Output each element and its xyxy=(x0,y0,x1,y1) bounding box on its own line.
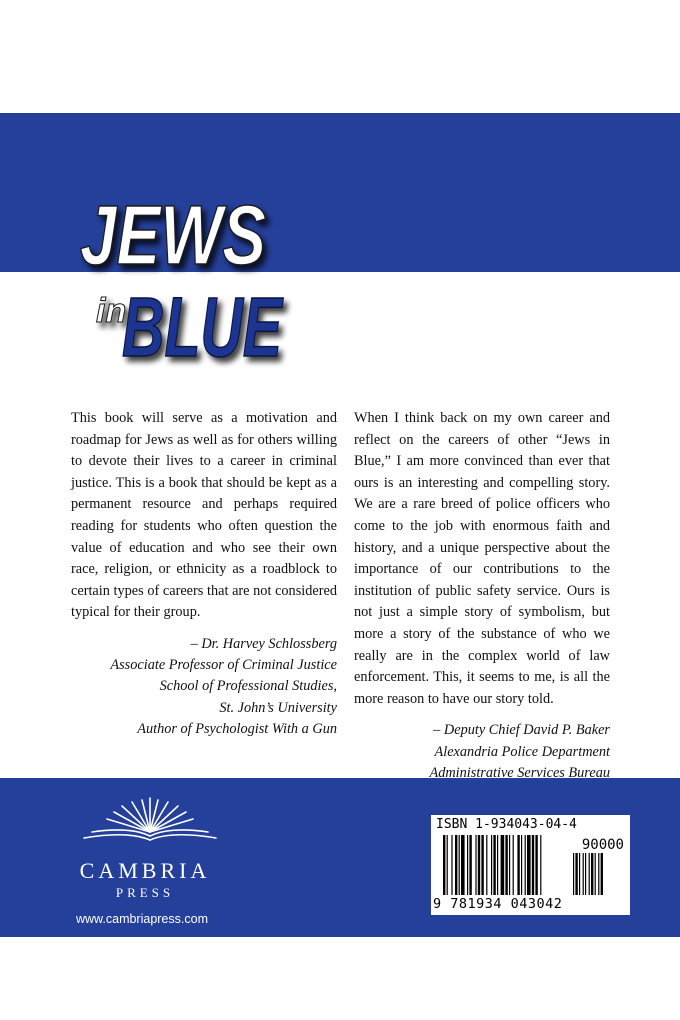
barcode-bar xyxy=(491,835,492,895)
barcode-bar xyxy=(527,835,531,895)
attribution-line: – Deputy Chief David P. Baker xyxy=(433,722,610,739)
attribution-line: – Dr. Harvey Schlossberg xyxy=(190,635,337,652)
publisher-name: CAMBRIA xyxy=(79,858,211,883)
addon-bar xyxy=(591,853,593,895)
addon-bar xyxy=(598,853,599,895)
barcode-bar xyxy=(540,835,541,895)
attribution-line: School of Professional Studies, xyxy=(159,678,337,695)
barcode-bar xyxy=(525,835,526,895)
barcode-bar xyxy=(481,835,483,895)
attribution-line: Associate Professor of Criminal Justice xyxy=(110,657,337,674)
barcode-bar xyxy=(451,835,452,895)
barcode-bar xyxy=(478,835,480,895)
addon-bar xyxy=(585,853,586,895)
barcode-bar xyxy=(455,835,457,895)
endorsement-left xyxy=(71,408,337,740)
publisher-url[interactable]: www.cambriapress.com xyxy=(76,912,208,926)
barcode-bar xyxy=(505,835,507,895)
title-line-1: JEWS xyxy=(80,188,266,282)
endorsement-attribution xyxy=(354,720,610,784)
barcode-bar xyxy=(447,835,448,895)
isbn-text: ISBN 1-934043-04-4 xyxy=(436,817,577,832)
addon-bar xyxy=(579,853,580,895)
addon-bar xyxy=(595,853,596,895)
barcode-bar xyxy=(497,835,498,895)
barcode-bar xyxy=(521,835,522,895)
addon-bar xyxy=(575,853,577,895)
endorsement-right xyxy=(354,408,610,784)
barcode-bar xyxy=(501,835,505,895)
barcode-bar xyxy=(443,835,445,895)
barcode-bar xyxy=(461,835,465,895)
title-line-2: BLUE xyxy=(122,280,285,374)
addon-bar xyxy=(589,853,590,895)
barcode-bar xyxy=(469,835,471,895)
barcode-bar xyxy=(517,835,519,895)
attribution-line: St. John’s University xyxy=(219,699,337,716)
barcode-bar xyxy=(459,835,460,895)
attribution-line: Author of Psychologist With a Gun xyxy=(137,720,337,737)
barcode-bar xyxy=(513,835,514,895)
attribution-line: Administrative Services Bureau xyxy=(429,764,610,781)
top-blue-band xyxy=(0,113,680,272)
price-code: 90000 xyxy=(581,837,624,853)
barcode-bar xyxy=(493,835,495,895)
barcode-bars xyxy=(443,835,623,899)
barcode-bar xyxy=(467,835,468,895)
endorsement-text: When I think back on my own career and reflect on the careers of other “Jews in Blue,” I am more convinced than ever that ours is an interesting and compelling story. We are a rare breed of police officers who come to the job with enormous faith and history, and a unique perspective about the importance of our contributions to the institution of public safety service. Ours is not just a simple story of symbolism, but more a story of the substance of who we really are in the complex world of law enforcement. This, it seems to me, is all the more reason to have our story told. xyxy=(354,410,610,707)
barcode-bar xyxy=(535,835,537,895)
barcode-bar xyxy=(509,835,510,895)
addon-bar xyxy=(583,853,584,895)
endorsement-attribution xyxy=(71,634,337,740)
endorsement-text: This book will serve as a motivation and roadmap for Jews as well as for others willing to devote their lives to a career in criminal justice. This is a book that should be kept as a permanent resource and perhaps required reading for students who often question the value of education and who see their own race, religion, or ethnicity as a roadblock to certain types of careers that are not considered typical for their group. xyxy=(71,410,337,621)
attribution-line: Alexandria Police Department xyxy=(434,743,610,760)
barcode-bar xyxy=(532,835,534,895)
barcode-bar xyxy=(475,835,476,895)
barcode-bar xyxy=(486,835,487,895)
ean-number: 9 781934 043042 xyxy=(433,896,563,912)
addon-bar xyxy=(573,853,574,895)
publisher-sub: PRESS xyxy=(115,885,175,900)
title-word-in: in xyxy=(96,292,127,330)
isbn-barcode xyxy=(431,815,630,915)
addon-bar xyxy=(601,853,603,895)
